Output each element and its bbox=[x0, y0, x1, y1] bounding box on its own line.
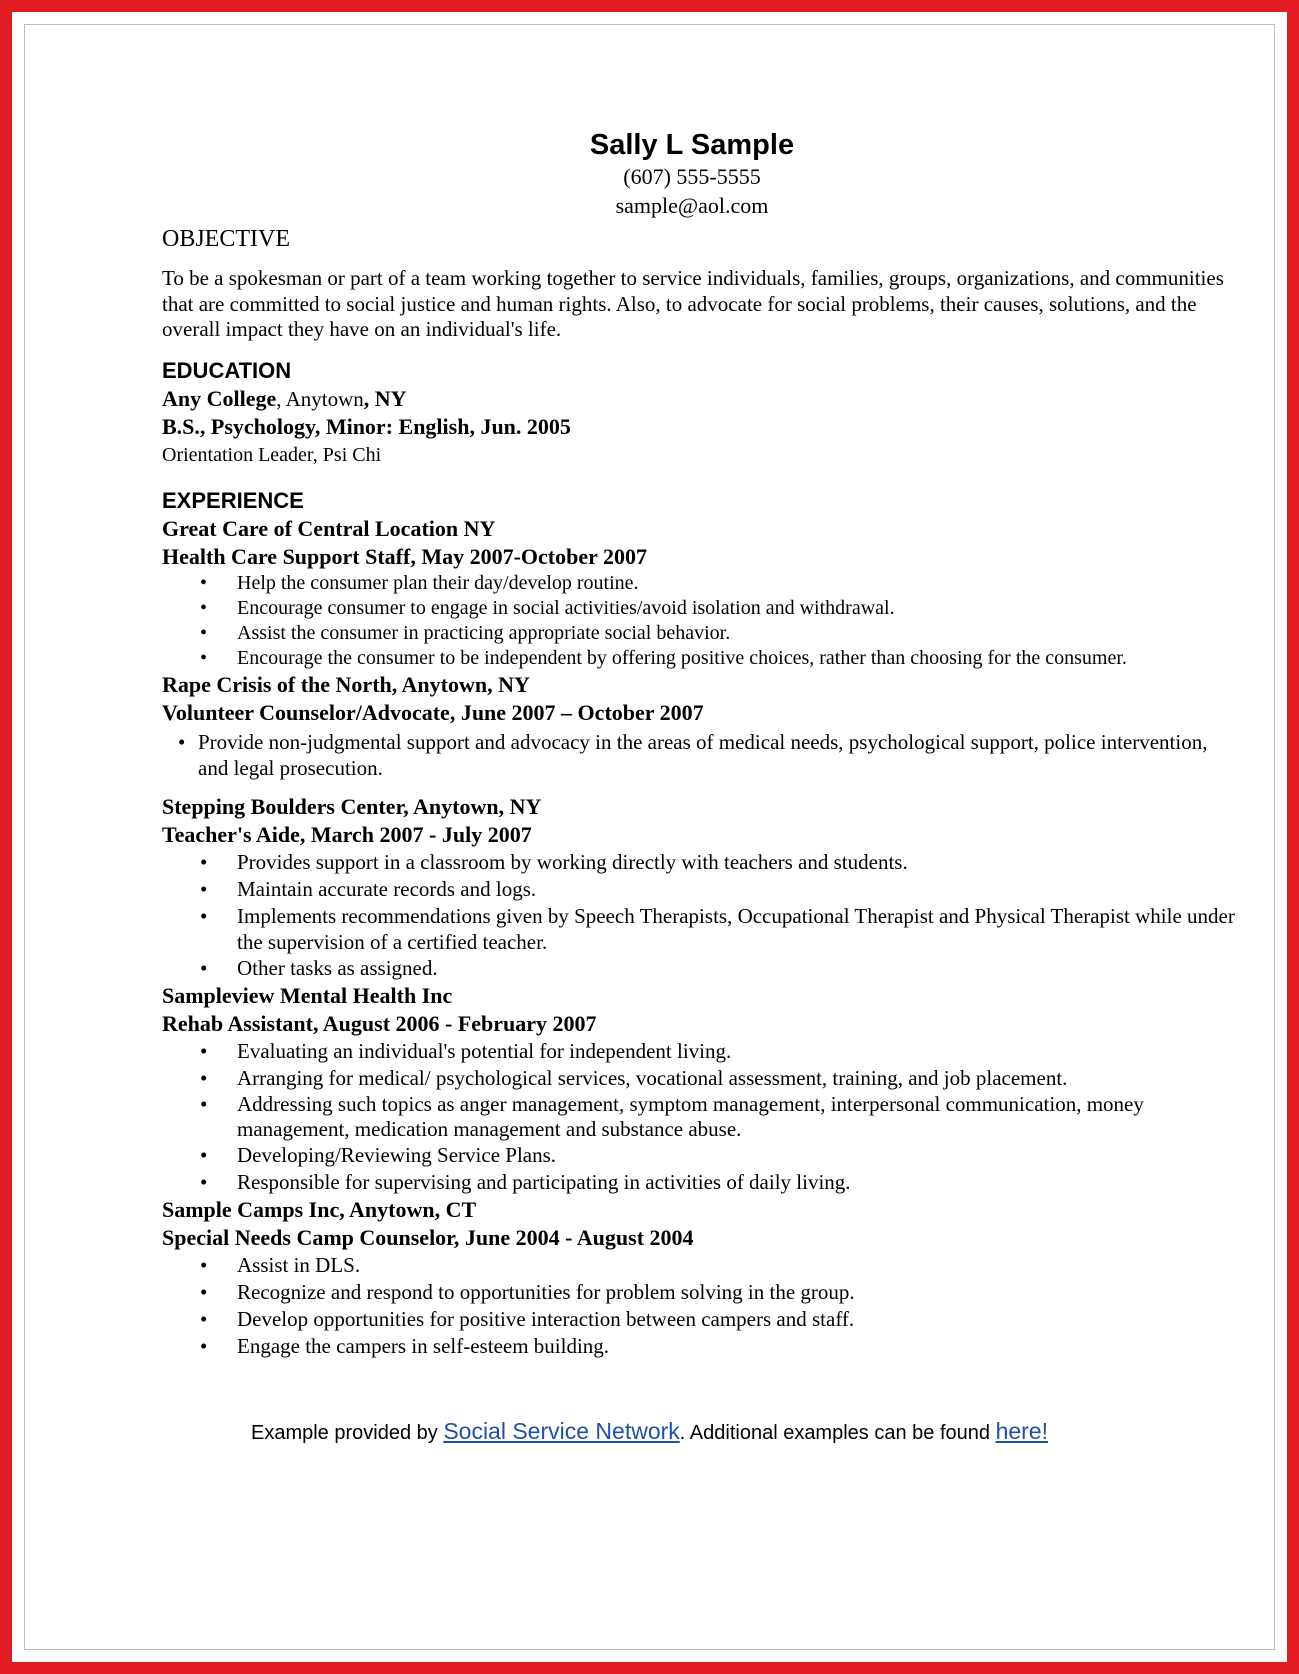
job-employer: Sample Camps Inc, Anytown, CT bbox=[162, 1196, 477, 1222]
list-item: • Responsible for supervising and participating in activities of daily living. bbox=[162, 1169, 1242, 1196]
job-employer: Great Care of Central Location NY bbox=[162, 515, 496, 541]
footer-credit bbox=[0, 1418, 1299, 1445]
here-link[interactable]: here! bbox=[995, 1418, 1048, 1444]
footer-prefix: Example provided by bbox=[250, 1422, 444, 1444]
job-title: Teacher's Aide, March 2007 - July 2007 bbox=[162, 821, 532, 847]
job-entry bbox=[162, 793, 1242, 982]
education-activities: Orientation Leader, Psi Chi bbox=[162, 443, 382, 466]
job-entry bbox=[162, 982, 1242, 1196]
social-service-network-link[interactable]: Social Service Network bbox=[443, 1418, 680, 1444]
resume-document bbox=[162, 128, 1242, 1360]
school-name: Any College bbox=[162, 385, 277, 411]
education-school-line bbox=[162, 385, 1242, 413]
education-degree-line bbox=[162, 413, 1242, 441]
job-employer: Stepping Boulders Center, Anytown, NY bbox=[162, 793, 542, 819]
list-item: • Engage the campers in self-esteem building. bbox=[162, 1333, 1242, 1360]
list-item: • Arranging for medical/ psychological services, vocational assessment, training, and job placement. bbox=[162, 1065, 1242, 1092]
list-item: • Recognize and respond to opportunities for problem solving in the group. bbox=[162, 1279, 1242, 1306]
job-bullets bbox=[162, 729, 1242, 781]
list-item: • Help the consumer plan their day/develop routine. bbox=[162, 571, 1242, 596]
phone-number: (607) 555-5555 bbox=[623, 164, 761, 189]
list-item: • Assist the consumer in practicing appropriate social behavior. bbox=[162, 621, 1242, 646]
job-bullets bbox=[162, 849, 1242, 982]
job-bullets bbox=[162, 1252, 1242, 1360]
experience-heading: EXPERIENCE bbox=[162, 487, 304, 513]
job-bullets bbox=[162, 1038, 1242, 1196]
objective-heading: OBJECTIVE bbox=[162, 226, 290, 252]
job-employer: Sampleview Mental Health Inc bbox=[162, 982, 453, 1008]
list-item: • Implements recommendations given by Speech Therapists, Occupational Therapist and Physical Therapist while under the supervision of a certified teacher. bbox=[162, 903, 1242, 955]
list-item: • Provide non-judgmental support and advocacy in the areas of medical needs, psychological support, police intervention, and legal prosecution. bbox=[162, 729, 1242, 781]
candidate-name: Sally L Sample bbox=[589, 129, 795, 161]
email-address: sample@aol.com bbox=[615, 193, 769, 218]
list-item: • Provides support in a classroom by working directly with teachers and students. bbox=[162, 849, 1242, 876]
list-item: • Other tasks as assigned. bbox=[162, 955, 1242, 982]
job-title: Volunteer Counselor/Advocate, June 2007 – October 2007 bbox=[162, 699, 704, 725]
list-item: • Developing/Reviewing Service Plans. bbox=[162, 1142, 1242, 1169]
objective-text: To be a spokesman or part of a team working together to service individuals, families, groups, organizations, and communities that are committed to social justice and human rights. Also, to advocate for social problems, their causes, solutions, and the overall impact they have on an individual's life. bbox=[162, 266, 1224, 341]
job-entry bbox=[162, 671, 1242, 781]
school-location: , Anytown bbox=[276, 386, 364, 411]
degree: B.S., Psychology bbox=[162, 413, 315, 439]
job-title: Health Care Support Staff, May 2007-October 2007 bbox=[162, 543, 647, 569]
list-item: • Encourage the consumer to be independent by offering positive choices, rather than choosing for the consumer. bbox=[162, 646, 1242, 671]
education-heading: EDUCATION bbox=[162, 357, 292, 383]
job-entry bbox=[162, 515, 1242, 671]
list-item: • Develop opportunities for positive interaction between campers and staff. bbox=[162, 1306, 1242, 1333]
resume-header bbox=[152, 128, 1232, 220]
job-entry bbox=[162, 1196, 1242, 1360]
list-item: • Addressing such topics as anger management, symptom management, interpersonal communication, money management, medication management and substance abuse. bbox=[162, 1092, 1242, 1142]
list-item: • Evaluating an individual's potential for independent living. bbox=[162, 1038, 1242, 1065]
job-bullets bbox=[162, 571, 1242, 671]
list-item: • Maintain accurate records and logs. bbox=[162, 876, 1242, 903]
job-title: Rehab Assistant, August 2006 - February 2007 bbox=[162, 1010, 597, 1036]
footer-middle: . Additional examples can be found bbox=[679, 1422, 996, 1444]
list-item: • Assist in DLS. bbox=[162, 1252, 1242, 1279]
job-title: Special Needs Camp Counselor, June 2004 - August 2004 bbox=[162, 1224, 694, 1250]
school-state: , NY bbox=[363, 385, 407, 411]
minor: , Minor: English, Jun. 2005 bbox=[314, 413, 571, 439]
job-employer: Rape Crisis of the North, Anytown, NY bbox=[162, 671, 530, 697]
list-item: • Encourage consumer to engage in social activities/avoid isolation and withdrawal. bbox=[162, 596, 1242, 621]
